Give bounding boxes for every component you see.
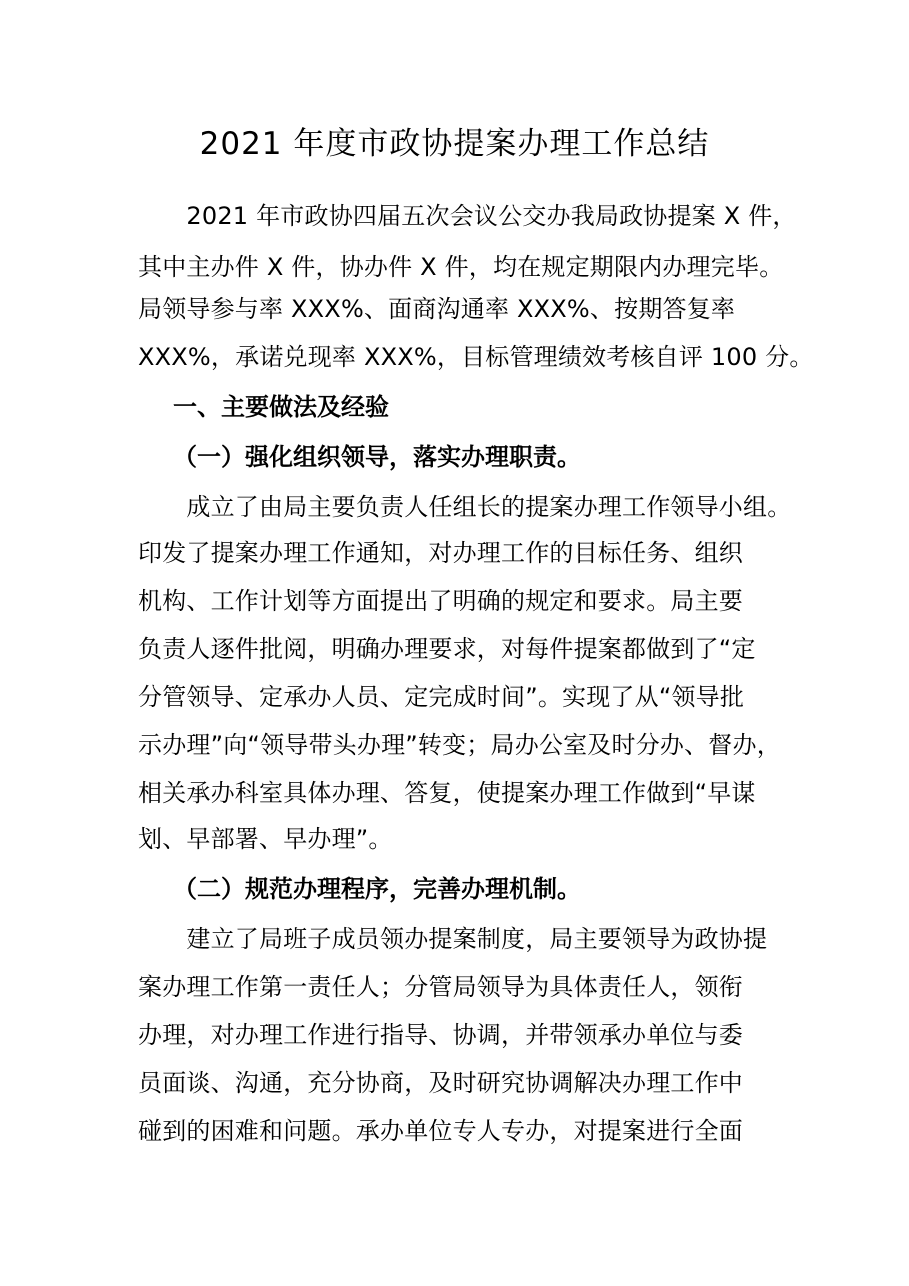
paragraph-line: 负责人逐件批阅，明确办理要求，对每件提案都做到了“定: [138, 635, 756, 663]
paragraph-line: 案办理工作第一责任人；分管局领导为具体责任人，领衔: [138, 973, 743, 1001]
paragraph-line: 局领导参与率 XXX%、面商沟通率 XXX%、按期答复率: [138, 295, 736, 323]
paragraph-line: 办理，对办理工作进行指导、协调，并带领承办单位与委: [138, 1021, 743, 1049]
paragraph-line: 碰到的困难和问题。承办单位专人专办，对提案进行全面: [138, 1117, 743, 1145]
paragraph-line: 建立了局班子成员领办提案制度，局主要领导为政协提: [138, 925, 768, 953]
paragraph-line: XXX%，承诺兑现率 XXX%，目标管理绩效考核自评 100 分。: [138, 343, 814, 371]
subsection-heading: （二）规范办理程序，完善办理机制。: [173, 875, 581, 903]
paragraph-line: 示办理”向“领导带头办理”转变；局办公室及时分办、督办，: [138, 731, 781, 759]
paragraph-line: 印发了提案办理工作通知，对办理工作的目标任务、组织: [138, 539, 743, 567]
paragraph-line: 成立了由局主要负责人任组长的提案办理工作领导小组。: [138, 493, 792, 521]
paragraph-line: 分管领导、定承办人员、定完成时间”。实现了从“领导批: [138, 683, 745, 711]
paragraph-line: 机构、工作计划等方面提出了明确的规定和要求。局主要: [138, 587, 743, 615]
paragraph-line: 2021 年市政协四届五次会议公交办我局政协提案 X 件，: [138, 202, 797, 230]
document-title: 2021 年度市政协提案办理工作总结: [199, 126, 710, 162]
paragraph-line: 员面谈、沟通，充分协商，及时研究协调解决办理工作中: [138, 1069, 743, 1097]
paragraph-line: 相关承办科室具体办理、答复，使提案办理工作做到“早谋: [138, 779, 756, 807]
paragraph-line: 其中主办件 X 件，协办件 X 件，均在规定期限内办理完毕。: [138, 253, 784, 281]
section-heading: 一、主要做法及经验: [173, 393, 389, 421]
subsection-heading: （一）强化组织领导，落实办理职责。: [173, 443, 581, 471]
paragraph-line: 划、早部署、早办理”。: [138, 825, 393, 853]
